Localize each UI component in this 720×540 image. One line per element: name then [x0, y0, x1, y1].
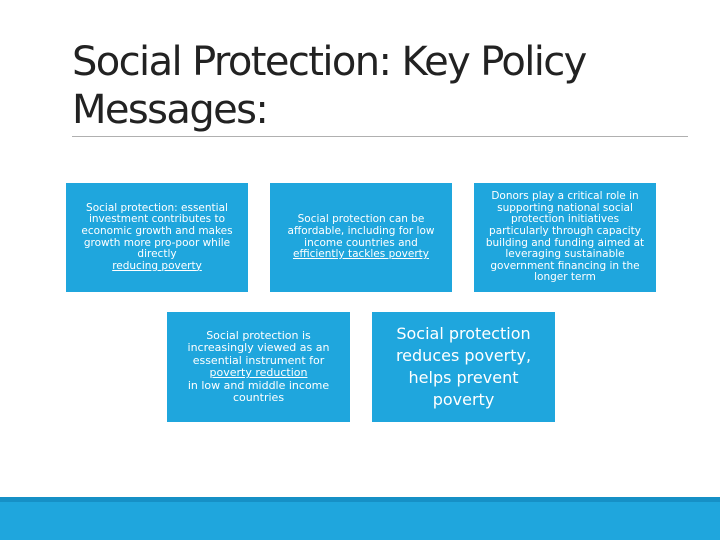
message-box-reduces-poverty: [372, 312, 555, 422]
title-divider: [72, 136, 688, 137]
message-box-affordable: [270, 183, 452, 292]
title-line-1: Social Protection: Key Policy: [72, 39, 586, 85]
message-instrument-after: in low and middle income countries: [187, 378, 330, 404]
message-box-donors: [474, 183, 656, 292]
message-growth-underline: reducing poverty: [112, 259, 202, 272]
title-line-2: Messages:: [72, 87, 268, 133]
footer-bar: [0, 497, 720, 540]
message-instrument-text: Social protection is increasingly viewed as an essential instrument for: [187, 328, 330, 367]
message-growth-text: Social protection: essential investment contributes to economic growth and makes growth more pro-poor while directly: [81, 201, 233, 261]
message-reduces-poverty-text: Social protection reduces poverty, helps prevent poverty: [395, 324, 532, 409]
message-affordable-underline: efficiently tackles poverty: [292, 248, 429, 261]
message-instrument-underline: poverty reduction: [209, 366, 308, 379]
message-box-growth: [66, 183, 248, 292]
slide-title: [72, 38, 672, 134]
message-affordable-text: Social protection can be affordable, including for low income countries and: [287, 213, 435, 249]
message-box-instrument: [167, 312, 350, 422]
message-donors-text: Donors play a critical role in supporting national social protection initiatives particularly through capacity building and funding aimed at leveraging sustainable government financing in the longer term: [485, 190, 645, 284]
footer-accent-line: [0, 497, 720, 502]
